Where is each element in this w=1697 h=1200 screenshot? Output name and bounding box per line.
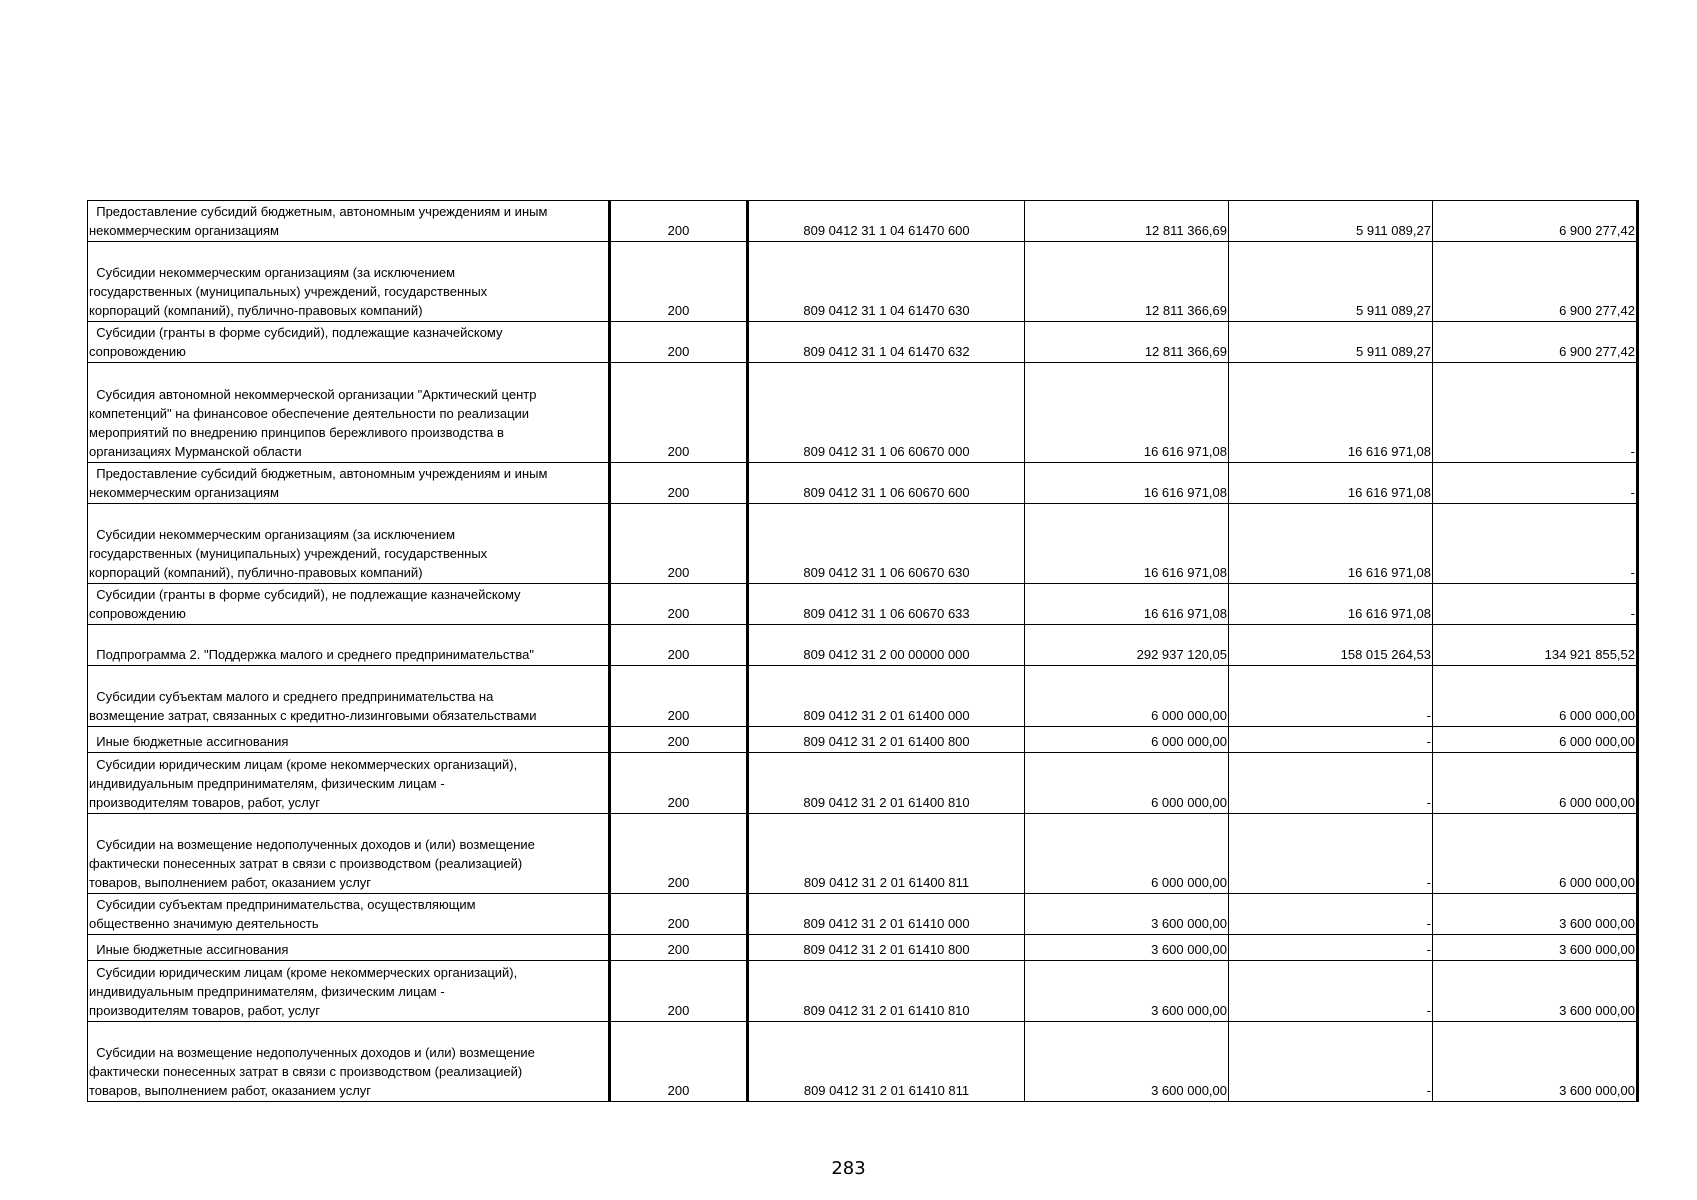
row-budget-code-cell: 809 0412 31 2 01 61400 800 xyxy=(748,727,1025,753)
row-name-cell: Субсидии субъектам малого и среднего предпринимательства на возмещение затрат, связанных с кредитно-лизинговыми обязательствами xyxy=(88,666,610,727)
row-name-cell: Субсидии юридическим лицам (кроме некоммерческих организаций), индивидуальным предпринимателям, физическим лицам - производителям товаров, работ, услуг xyxy=(88,753,610,814)
row-budget-code-cell: 809 0412 31 2 01 61410 800 xyxy=(748,935,1025,961)
table-row xyxy=(88,727,1638,753)
table-row xyxy=(88,666,1638,727)
row-approved-amount-cell: 3 600 000,00 xyxy=(1025,894,1229,935)
row-unexecuted-amount-cell: 6 000 000,00 xyxy=(1433,666,1638,727)
row-unexecuted-amount-cell: 3 600 000,00 xyxy=(1433,894,1638,935)
row-budget-code-cell: 809 0412 31 1 06 60670 630 xyxy=(748,504,1025,584)
row-line-code-cell: 200 xyxy=(610,625,748,666)
table-row xyxy=(88,201,1638,242)
row-approved-amount-cell: 16 616 971,08 xyxy=(1025,463,1229,504)
row-name-cell: Предоставление субсидий бюджетным, автономным учреждениям и иным некоммерческим организациям xyxy=(88,463,610,504)
row-line-code-cell: 200 xyxy=(610,584,748,625)
row-budget-code-cell: 809 0412 31 2 01 61410 811 xyxy=(748,1022,1025,1102)
row-line-code-cell: 200 xyxy=(610,242,748,322)
row-unexecuted-amount-cell: 6 000 000,00 xyxy=(1433,753,1638,814)
row-unexecuted-amount-cell: 3 600 000,00 xyxy=(1433,961,1638,1022)
row-approved-amount-cell: 3 600 000,00 xyxy=(1025,961,1229,1022)
row-executed-amount-cell: - xyxy=(1229,753,1433,814)
row-approved-amount-cell: 12 811 366,69 xyxy=(1025,242,1229,322)
row-executed-amount-cell: 16 616 971,08 xyxy=(1229,463,1433,504)
row-unexecuted-amount-cell: 6 900 277,42 xyxy=(1433,322,1638,363)
row-line-code-cell: 200 xyxy=(610,894,748,935)
row-approved-amount-cell: 6 000 000,00 xyxy=(1025,814,1229,894)
row-budget-code-cell: 809 0412 31 1 06 60670 600 xyxy=(748,463,1025,504)
row-approved-amount-cell: 16 616 971,08 xyxy=(1025,584,1229,625)
row-line-code-cell: 200 xyxy=(610,666,748,727)
row-budget-code-cell: 809 0412 31 1 06 60670 000 xyxy=(748,363,1025,463)
table-row xyxy=(88,584,1638,625)
row-executed-amount-cell: 16 616 971,08 xyxy=(1229,504,1433,584)
table-row xyxy=(88,961,1638,1022)
row-unexecuted-amount-cell: 6 000 000,00 xyxy=(1433,727,1638,753)
row-budget-code-cell: 809 0412 31 2 01 61410 000 xyxy=(748,894,1025,935)
row-approved-amount-cell: 12 811 366,69 xyxy=(1025,201,1229,242)
table-row xyxy=(88,504,1638,584)
row-name-cell: Иные бюджетные ассигнования xyxy=(88,727,610,753)
row-executed-amount-cell: - xyxy=(1229,1022,1433,1102)
row-name-cell: Субсидии некоммерческим организациям (за исключением государственных (муниципальных) учреждений, государственных корпораций (компаний), публично-правовых компаний) xyxy=(88,242,610,322)
row-budget-code-cell: 809 0412 31 2 01 61410 810 xyxy=(748,961,1025,1022)
table-row xyxy=(88,894,1638,935)
row-approved-amount-cell: 6 000 000,00 xyxy=(1025,666,1229,727)
row-approved-amount-cell: 6 000 000,00 xyxy=(1025,727,1229,753)
row-approved-amount-cell: 16 616 971,08 xyxy=(1025,504,1229,584)
row-budget-code-cell: 809 0412 31 1 06 60670 633 xyxy=(748,584,1025,625)
row-line-code-cell: 200 xyxy=(610,322,748,363)
row-approved-amount-cell: 6 000 000,00 xyxy=(1025,753,1229,814)
row-name-cell: Субсидии на возмещение недополученных доходов и (или) возмещение фактически понесенных затрат в связи с производством (реализацией) товаров, выполнением работ, оказанием услуг xyxy=(88,1022,610,1102)
row-line-code-cell: 200 xyxy=(610,1022,748,1102)
row-unexecuted-amount-cell: - xyxy=(1433,463,1638,504)
row-executed-amount-cell: 16 616 971,08 xyxy=(1229,363,1433,463)
row-name-cell: Субсидии (гранты в форме субсидий), подлежащие казначейскому сопровождению xyxy=(88,322,610,363)
row-budget-code-cell: 809 0412 31 2 01 61400 810 xyxy=(748,753,1025,814)
row-executed-amount-cell: - xyxy=(1229,666,1433,727)
row-executed-amount-cell: 16 616 971,08 xyxy=(1229,584,1433,625)
budget-execution-table xyxy=(87,200,1639,1102)
row-name-cell: Субсидии на возмещение недополученных доходов и (или) возмещение фактически понесенных затрат в связи с производством (реализацией) товаров, выполнением работ, оказанием услуг xyxy=(88,814,610,894)
row-unexecuted-amount-cell: - xyxy=(1433,363,1638,463)
row-executed-amount-cell: 5 911 089,27 xyxy=(1229,322,1433,363)
row-approved-amount-cell: 12 811 366,69 xyxy=(1025,322,1229,363)
row-line-code-cell: 200 xyxy=(610,961,748,1022)
row-unexecuted-amount-cell: 3 600 000,00 xyxy=(1433,1022,1638,1102)
table-row xyxy=(88,1022,1638,1102)
row-executed-amount-cell: - xyxy=(1229,935,1433,961)
row-budget-code-cell: 809 0412 31 2 01 61400 000 xyxy=(748,666,1025,727)
row-executed-amount-cell: - xyxy=(1229,727,1433,753)
row-executed-amount-cell: - xyxy=(1229,814,1433,894)
row-budget-code-cell: 809 0412 31 1 04 61470 632 xyxy=(748,322,1025,363)
row-approved-amount-cell: 292 937 120,05 xyxy=(1025,625,1229,666)
table-row xyxy=(88,363,1638,463)
row-name-cell: Субсидия автономной некоммерческой организации "Арктический центр компетенций" на финансовое обеспечение деятельности по реализации мероприятий по внедрению принципов бережливого производства в организациях Мурманской области xyxy=(88,363,610,463)
row-line-code-cell: 200 xyxy=(610,201,748,242)
page-number: 283 xyxy=(831,1158,866,1179)
row-name-cell: Субсидии юридическим лицам (кроме некоммерческих организаций), индивидуальным предпринимателям, физическим лицам - производителям товаров, работ, услуг xyxy=(88,961,610,1022)
row-name-cell: Субсидии некоммерческим организациям (за исключением государственных (муниципальных) учреждений, государственных корпораций (компаний), публично-правовых компаний) xyxy=(88,504,610,584)
row-line-code-cell: 200 xyxy=(610,504,748,584)
row-name-cell: Предоставление субсидий бюджетным, автономным учреждениям и иным некоммерческим организациям xyxy=(88,201,610,242)
table-row xyxy=(88,322,1638,363)
table-row xyxy=(88,935,1638,961)
row-executed-amount-cell: - xyxy=(1229,894,1433,935)
table-row xyxy=(88,242,1638,322)
row-unexecuted-amount-cell: 3 600 000,00 xyxy=(1433,935,1638,961)
row-unexecuted-amount-cell: 6 900 277,42 xyxy=(1433,242,1638,322)
row-name-cell: Субсидии (гранты в форме субсидий), не подлежащие казначейскому сопровождению xyxy=(88,584,610,625)
row-line-code-cell: 200 xyxy=(610,363,748,463)
row-executed-amount-cell: 158 015 264,53 xyxy=(1229,625,1433,666)
row-name-cell: Субсидии субъектам предпринимательства, осуществляющим общественно значимую деятельность xyxy=(88,894,610,935)
row-unexecuted-amount-cell: - xyxy=(1433,584,1638,625)
row-budget-code-cell: 809 0412 31 2 00 00000 000 xyxy=(748,625,1025,666)
row-unexecuted-amount-cell: 134 921 855,52 xyxy=(1433,625,1638,666)
table-row xyxy=(88,463,1638,504)
table-row xyxy=(88,753,1638,814)
row-line-code-cell: 200 xyxy=(610,463,748,504)
row-unexecuted-amount-cell: 6 900 277,42 xyxy=(1433,201,1638,242)
row-approved-amount-cell: 16 616 971,08 xyxy=(1025,363,1229,463)
table-row xyxy=(88,814,1638,894)
table-body xyxy=(88,201,1638,1102)
row-budget-code-cell: 809 0412 31 1 04 61470 630 xyxy=(748,242,1025,322)
table-row xyxy=(88,625,1638,666)
row-executed-amount-cell: - xyxy=(1229,961,1433,1022)
row-name-cell: Подпрограмма 2. "Поддержка малого и среднего предпринимательства" xyxy=(88,625,610,666)
row-line-code-cell: 200 xyxy=(610,814,748,894)
row-unexecuted-amount-cell: - xyxy=(1433,504,1638,584)
row-approved-amount-cell: 3 600 000,00 xyxy=(1025,1022,1229,1102)
row-unexecuted-amount-cell: 6 000 000,00 xyxy=(1433,814,1638,894)
row-line-code-cell: 200 xyxy=(610,753,748,814)
row-executed-amount-cell: 5 911 089,27 xyxy=(1229,201,1433,242)
row-line-code-cell: 200 xyxy=(610,727,748,753)
row-budget-code-cell: 809 0412 31 1 04 61470 600 xyxy=(748,201,1025,242)
row-name-cell: Иные бюджетные ассигнования xyxy=(88,935,610,961)
row-executed-amount-cell: 5 911 089,27 xyxy=(1229,242,1433,322)
row-approved-amount-cell: 3 600 000,00 xyxy=(1025,935,1229,961)
row-line-code-cell: 200 xyxy=(610,935,748,961)
row-budget-code-cell: 809 0412 31 2 01 61400 811 xyxy=(748,814,1025,894)
